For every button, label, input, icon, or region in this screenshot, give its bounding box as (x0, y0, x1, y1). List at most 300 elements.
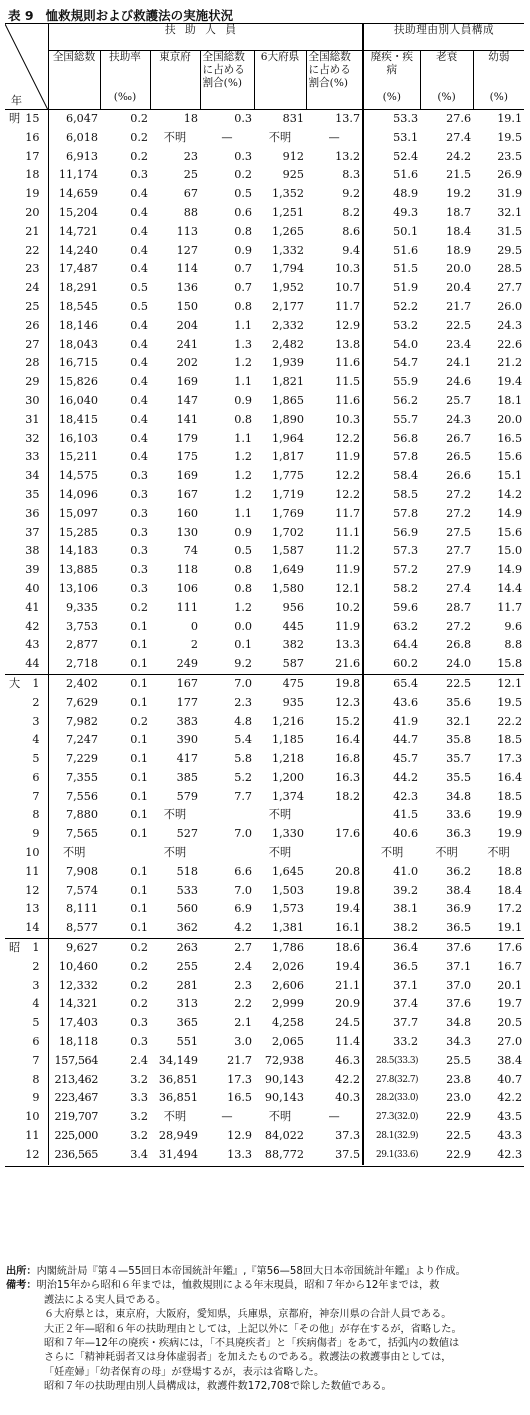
table-cell: 0.3 (234, 149, 252, 163)
table-row (5, 636, 524, 655)
table-cell: 313 (176, 997, 198, 1011)
table-cell: 0.2 (234, 168, 252, 182)
table-cell: 3.2 (130, 1072, 148, 1086)
table-cell: 55.7 (363, 411, 420, 430)
table-cell: 106 (176, 581, 198, 595)
table-row (5, 411, 524, 430)
year-cell (5, 486, 48, 505)
table-cell: 52.4 (363, 148, 420, 167)
table-row (5, 806, 524, 825)
table-cell: 88,772 (264, 1147, 304, 1161)
table-row (5, 788, 524, 807)
table-cell: 2,332 (271, 318, 304, 332)
table-cell: 13,885 (58, 563, 98, 577)
year-cell (5, 1071, 48, 1090)
year-number: 21 (25, 224, 40, 238)
year-cell (5, 336, 48, 355)
table-row (5, 900, 524, 919)
table-cell: 1.2 (234, 487, 252, 501)
table-cell: 15,826 (58, 375, 98, 389)
table-cell: 41.5 (363, 806, 420, 825)
year-cell (5, 260, 48, 279)
table-cell: 2,402 (48, 674, 100, 693)
table-cell: 111 (176, 600, 198, 614)
year-number: 26 (25, 318, 40, 332)
table-cell: 2,482 (271, 337, 304, 351)
remarks-line: 大正２年—昭和６年の扶助理由としては，上記以外に「その他」が存在するが，省略した。 (44, 1323, 462, 1335)
table-cell: 8.3 (342, 168, 361, 182)
table-cell: 587 (282, 657, 304, 671)
table-row (5, 166, 524, 185)
col-header: 全国総数に占める割合(%) (306, 51, 363, 92)
table-row (5, 863, 524, 882)
year-cell (5, 713, 48, 732)
table-cell: 59.6 (363, 599, 420, 618)
table-cell: 0.1 (130, 770, 148, 784)
table-cell: 0.5 (234, 187, 252, 201)
year-cell (5, 354, 48, 373)
table-cell: 65.4 (363, 674, 420, 693)
year-cell (5, 317, 48, 336)
table-cell: 50.1 (363, 223, 420, 242)
table-cell: 579 (176, 789, 198, 803)
table-cell: 27.2 (446, 506, 472, 520)
table-cell: 390 (176, 733, 198, 747)
table-cell: 383 (176, 714, 198, 728)
table-cell: 54.0 (363, 336, 420, 355)
table-cell: 不明 (268, 1110, 292, 1124)
table-cell: 7,982 (65, 714, 98, 728)
table-cell: 0.5 (130, 299, 148, 313)
table-cell: 1,817 (271, 450, 304, 464)
table-cell: 0.1 (130, 902, 148, 916)
table-cell: 0.1 (130, 695, 148, 709)
year-cell (5, 806, 48, 825)
table-cell: 0.4 (130, 393, 148, 407)
table-cell: 38.2 (363, 919, 420, 938)
table-cell: 0.6 (234, 205, 252, 219)
year-cell (5, 505, 48, 524)
table-cell: 7,629 (65, 695, 98, 709)
table-cell: 不明 (163, 130, 187, 144)
table-cell: 36.9 (446, 902, 472, 916)
table-cell: 24.6 (446, 375, 472, 389)
table-cell: 23.5 (497, 149, 523, 163)
table-cell: 58.2 (363, 580, 420, 599)
table-cell: 22.2 (497, 714, 523, 728)
table-cell: 0.4 (130, 224, 148, 238)
table-cell: 16.4 (497, 770, 523, 784)
table-cell: 20.5 (497, 1016, 523, 1030)
year-cell (5, 110, 48, 129)
table-cell: 18,415 (58, 412, 98, 426)
table-cell: 175 (176, 450, 198, 464)
year-number: 11 (25, 1129, 40, 1143)
table-cell: 0.7 (234, 262, 252, 276)
table-cell: 24.2 (446, 149, 472, 163)
table-cell: 90,143 (264, 1072, 304, 1086)
table-cell: 14.4 (497, 581, 523, 595)
year-cell (5, 580, 48, 599)
table-cell: 2.4 (234, 959, 252, 973)
table-row (5, 392, 524, 411)
table-cell: 27.7 (497, 281, 523, 295)
table-cell: 3.0 (234, 1035, 252, 1049)
table-cell: 0.4 (130, 262, 148, 276)
table-cell: 0.3 (130, 506, 148, 520)
table-body (5, 110, 524, 1165)
year-cell (5, 204, 48, 223)
table-cell: 37.4 (363, 995, 420, 1014)
table-row (5, 204, 524, 223)
table-cell: 15,211 (58, 450, 98, 464)
table-cell: 18.5 (497, 733, 523, 747)
table-cell: 14.9 (497, 506, 523, 520)
year-number: 19 (25, 187, 40, 201)
table-cell: 49.3 (363, 204, 420, 223)
table-cell: 10.3 (335, 412, 361, 426)
table-row (5, 223, 524, 242)
table-cell: 7.0 (200, 674, 254, 693)
table-cell: 9,627 (48, 939, 100, 958)
table-cell: 4.8 (234, 714, 252, 728)
col-unit (306, 91, 363, 110)
year-cell (5, 448, 48, 467)
table-cell: 27.3(32.0) (363, 1108, 420, 1127)
table-cell: 18,545 (58, 299, 98, 313)
table-cell: 935 (282, 695, 304, 709)
table-cell: 14,659 (58, 187, 98, 201)
table-cell: 2.2 (234, 997, 252, 1011)
table-cell: 1,964 (271, 431, 304, 445)
table-cell: 42.3 (497, 1147, 523, 1161)
table-cell: 0.4 (130, 375, 148, 389)
table-cell: 34.8 (446, 789, 472, 803)
table-cell: 33.6 (446, 808, 472, 822)
table-cell: 177 (176, 695, 198, 709)
table-cell: 3.4 (130, 1147, 148, 1161)
table-cell (306, 844, 363, 863)
table-cell: 23.0 (446, 1091, 472, 1105)
table-cell: 0.8 (234, 581, 252, 595)
table-cell: 27.6 (446, 112, 472, 125)
table-row (5, 825, 524, 844)
year-cell (5, 919, 48, 938)
table-cell: 18.7 (446, 205, 472, 219)
table-cell: 1,939 (271, 356, 304, 370)
source-label: 出所： (6, 1266, 37, 1277)
table-cell: 37.0 (446, 978, 472, 992)
table-cell: 1,890 (271, 412, 304, 426)
table-cell: 130 (176, 525, 198, 539)
table-cell: 51.5 (363, 260, 420, 279)
table-cell: 533 (176, 883, 198, 897)
table-cell: 72,938 (264, 1053, 304, 1067)
table-cell: 5.4 (234, 733, 252, 747)
year-number: 2 (32, 695, 40, 709)
table-cell: 12,332 (58, 978, 98, 992)
col-unit: (%) (473, 91, 524, 110)
table-cell: 16.4 (335, 733, 361, 747)
table-cell: 19.9 (497, 827, 523, 841)
table-cell: 19.8 (335, 883, 361, 897)
year-number: 31 (25, 412, 40, 426)
table-cell: 1,265 (271, 224, 304, 238)
table-cell: 36.5 (446, 921, 472, 935)
table-cell: 0.1 (130, 789, 148, 803)
table-cell: 2.7 (200, 939, 254, 958)
table-cell: 15.1 (497, 469, 523, 483)
table-cell: 不明 (268, 846, 292, 860)
table-cell: 21.5 (446, 168, 472, 182)
table-cell: 255 (176, 959, 198, 973)
table-cell: 28.2(33.0) (363, 1089, 420, 1108)
table-cell: 236,565 (54, 1147, 98, 1161)
year-cell (5, 185, 48, 204)
table-cell: 18 (183, 112, 198, 125)
table-row (5, 1089, 524, 1108)
table-cell: 33.2 (363, 1033, 420, 1052)
year-cell (5, 524, 48, 543)
table-cell: 9.4 (342, 243, 361, 257)
table-cell: 0.9 (234, 393, 252, 407)
table-cell: 0.1 (130, 638, 148, 652)
table-cell: 17.6 (335, 827, 361, 841)
remarks-line (6, 1279, 525, 1293)
table-row (5, 769, 524, 788)
table-cell: 7,247 (65, 733, 98, 747)
col-unit: (%) (363, 91, 420, 110)
table-cell: 0.4 (130, 187, 148, 201)
table-cell: 16,040 (58, 393, 98, 407)
year-number: 10 (25, 846, 40, 860)
year-cell (5, 1089, 48, 1108)
table-cell: 1.2 (234, 600, 252, 614)
table-cell: 118 (176, 563, 198, 577)
table-cell: 36.2 (446, 864, 472, 878)
table-cell: 10.3 (335, 262, 361, 276)
year-cell (5, 1052, 48, 1071)
year-cell (5, 674, 48, 693)
table-cell: 14,240 (58, 243, 98, 257)
table-cell: 0.2 (130, 959, 148, 973)
table-cell: 12.1 (335, 581, 361, 595)
table-cell: 5.8 (234, 752, 252, 766)
table-cell: 1,218 (271, 752, 304, 766)
table-cell: 0.4 (130, 318, 148, 332)
table-cell: 37.3 (335, 1129, 361, 1143)
table-cell: 0.3 (130, 487, 148, 501)
table-row (5, 844, 524, 863)
table-cell: 16.3 (335, 770, 361, 784)
table-cell: 0.3 (130, 469, 148, 483)
table-cell: 7,565 (65, 827, 98, 841)
remarks-label: 備考： (6, 1280, 37, 1292)
table-cell: 167 (150, 674, 200, 693)
table-cell: 0 (190, 619, 198, 633)
table-cell: 41.9 (363, 713, 420, 732)
year-cell (5, 129, 48, 148)
table-cell: 9,335 (65, 600, 98, 614)
table-cell: 35.7 (446, 752, 472, 766)
table-cell: 0.3 (130, 544, 148, 558)
year-label: 年 (11, 94, 32, 107)
year-cell (5, 561, 48, 580)
remarks-text: 明治15年から昭和６年までは，恤救規則による年末現員，昭和７年から12年までは，救 (36, 1280, 440, 1292)
table-cell: 8.6 (342, 224, 361, 238)
year-cell (5, 1127, 48, 1146)
table-row (5, 110, 524, 129)
table-row (5, 939, 524, 958)
table-cell: 11,174 (58, 168, 98, 182)
table-cell: 29.5 (497, 243, 523, 257)
table-cell: 127 (176, 243, 198, 257)
table-cell: 32.1 (497, 205, 523, 219)
table-cell: 57.3 (363, 542, 420, 561)
table-cell: 1.1 (234, 318, 252, 332)
table-cell: 0.1 (130, 883, 148, 897)
table-cell: 0.4 (130, 450, 148, 464)
table-cell: 2,065 (271, 1035, 304, 1049)
table-cell: 18.1 (497, 393, 523, 407)
table-cell: 不明 (163, 808, 187, 822)
year-number: 27 (25, 337, 40, 351)
table-cell: 23.4 (446, 337, 472, 351)
table-cell: 113 (176, 224, 198, 238)
remarks-line: 昭和７年—12年の廃疾・疾病には，「不具廃疾者」と「疾病傷者」をあて，括弧内の数値は (44, 1338, 460, 1350)
table-cell: 114 (176, 262, 198, 276)
table-cell: 1,587 (271, 544, 304, 558)
year-cell (5, 467, 48, 486)
year-cell (5, 995, 48, 1014)
table-cell: 225,000 (54, 1129, 98, 1143)
table-cell: 0.5 (130, 281, 148, 295)
table-cell: 37.5 (335, 1147, 361, 1161)
table-cell: 22.5 (446, 1129, 472, 1143)
year-number: 22 (25, 243, 40, 257)
table-cell: 8.2 (342, 205, 361, 219)
table-cell: 2,606 (271, 978, 304, 992)
table-row (5, 336, 524, 355)
year-cell (5, 636, 48, 655)
table-cell: 0.3 (130, 1016, 148, 1030)
table-cell: 0.3 (234, 112, 252, 125)
table-cell: 43.5 (497, 1110, 523, 1124)
table-cell: 36.3 (446, 827, 472, 841)
year-number: 25 (25, 299, 40, 313)
table-row (5, 242, 524, 261)
year-number: 15 (25, 112, 40, 125)
table-row (5, 674, 524, 693)
table-row (5, 129, 524, 148)
table-cell: 0.2 (130, 978, 148, 992)
table-cell: 38.4 (497, 1053, 523, 1067)
table-cell: 21.1 (335, 978, 361, 992)
table-cell: 56.9 (363, 524, 420, 543)
table-cell: 21.7 (227, 1053, 252, 1067)
table-cell: 0.1 (130, 733, 148, 747)
table-caption (8, 6, 245, 24)
col-header: 老衰 (420, 51, 473, 92)
table-cell: 1,251 (271, 205, 304, 219)
table-cell (100, 844, 150, 863)
table-cell: 2,177 (271, 299, 304, 313)
table-cell: 179 (176, 431, 198, 445)
year-cell (5, 939, 48, 958)
table-cell: 18.6 (306, 939, 363, 958)
table-cell: 136 (176, 281, 198, 295)
table-cell: 1.2 (234, 450, 252, 464)
table-cell: 956 (282, 600, 304, 614)
table-cell: 41.0 (363, 863, 420, 882)
table-cell: 11.9 (335, 450, 361, 464)
table-cell: 0.2 (130, 997, 148, 1011)
table-cell: 42.2 (497, 1091, 523, 1105)
table-cell: 22.5 (420, 674, 473, 693)
table-cell: 11.7 (335, 299, 361, 313)
table-cell: 34,149 (158, 1053, 198, 1067)
table-cell: 25.5 (446, 1053, 472, 1067)
table-cell: 36.5 (363, 958, 420, 977)
table-cell: 5.2 (234, 770, 252, 784)
table-cell: 15.8 (497, 657, 523, 671)
table-cell: 0.9 (234, 243, 252, 257)
table-cell: 8.8 (504, 638, 523, 652)
year-number: 3 (32, 714, 40, 728)
table-cell: 2.4 (130, 1053, 148, 1067)
table-cell: 19.4 (335, 902, 361, 916)
table-cell: 241 (176, 337, 198, 351)
table-cell: 74 (183, 544, 198, 558)
table-cell: 19.5 (497, 695, 523, 709)
table-cell: 1.2 (234, 469, 252, 483)
table-cell: 58.5 (363, 486, 420, 505)
table-cell: 25 (183, 168, 198, 182)
year-number: 32 (25, 431, 40, 445)
table-cell: 38.1 (363, 900, 420, 919)
table-cell: 1,330 (271, 827, 304, 841)
table-cell: 0.1 (130, 808, 148, 822)
table-cell: 11.6 (335, 356, 361, 370)
table-cell: 4,258 (271, 1016, 304, 1030)
col-header: 6大府県 (254, 51, 306, 92)
table-cell: 0.1 (130, 657, 148, 671)
remarks-line: 昭和７年の扶助理由別人員構成は，救護件数172,708で除した数値である。 (44, 1381, 392, 1393)
table-cell: 36,851 (158, 1072, 198, 1086)
year-cell (5, 392, 48, 411)
table-cell: 16,103 (58, 431, 98, 445)
table-cell: 28.1(32.9) (363, 1127, 420, 1146)
table-cell: 160 (176, 506, 198, 520)
table-row (5, 882, 524, 901)
table-row (5, 580, 524, 599)
table-cell: 不明 (268, 130, 292, 144)
table-cell: 37.6 (420, 939, 473, 958)
table-cell: — (328, 130, 340, 144)
table-cell: 0.1 (234, 638, 252, 652)
era-label: 昭 (9, 941, 21, 955)
table-cell: 2.1 (234, 1016, 252, 1030)
table-cell: 141 (176, 412, 198, 426)
table-cell: 51.6 (363, 166, 420, 185)
table-cell: 9.2 (342, 187, 361, 201)
year-number: 43 (25, 638, 40, 652)
year-cell (5, 694, 48, 713)
table-row (5, 298, 524, 317)
year-number: 3 (32, 978, 40, 992)
table-cell: 17.2 (497, 902, 523, 916)
table-cell: 22.9 (446, 1147, 472, 1161)
